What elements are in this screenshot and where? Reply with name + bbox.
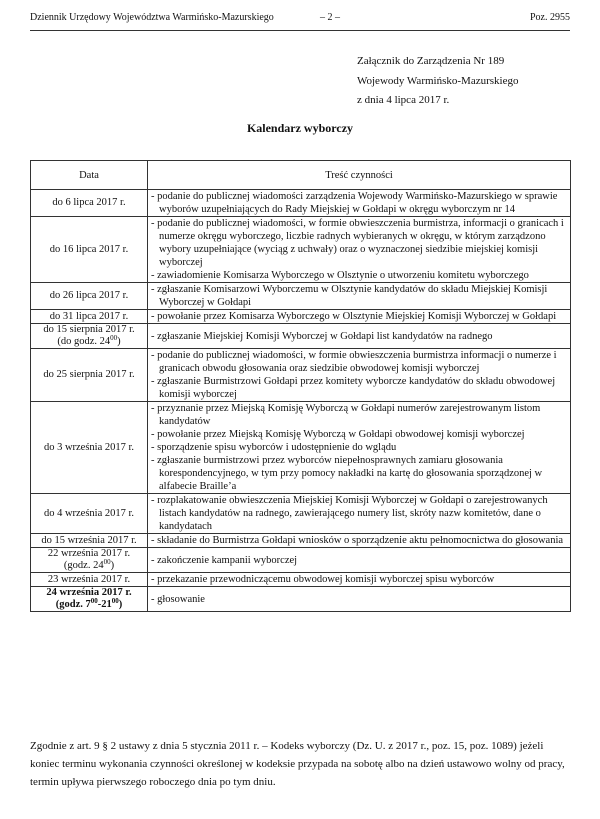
time-close: ) — [110, 560, 115, 571]
date-cell — [31, 587, 148, 612]
date-cell — [31, 402, 148, 494]
activity-item: - przekazanie przewodniczącemu obwodowej komisji wyborczej spisu wyborców — [151, 574, 495, 585]
activity-cell — [148, 494, 571, 534]
table-row — [31, 283, 571, 310]
date-cell — [31, 190, 148, 217]
activity-cell — [148, 548, 571, 573]
legal-footnote: Zgodnie z art. 9 § 2 ustawy z dnia 5 stycznia 2011 r. – Kodeks wyborczy (Dz. U. z 2017 r., poz. 15, poz. 1089) jeżeli koniec terminu wykonania czynności określonej w kodeksie przypada na sobotę albo na dzień ustawowo wolny od pracy, termin upływa pierwszego roboczego dnia po tym dniu. — [30, 740, 565, 788]
table-row — [31, 494, 571, 534]
date-text: do 15 sierpnia 2017 r. — [43, 324, 135, 335]
activity-item: - powołanie przez Miejską Komisję Wyborczą w Gołdapi obwodowej komisji wyborczej — [151, 429, 525, 440]
date-text: do 26 lipca 2017 r. — [49, 290, 129, 301]
activity-item: - zakończenie kampanii wyborczej — [151, 554, 298, 566]
time-minutes: 00 — [110, 334, 118, 342]
date-time-note — [34, 599, 144, 611]
table-row — [31, 573, 571, 587]
date-text: 24 września 2017 r. — [46, 587, 132, 598]
column-header-date: Data — [31, 161, 148, 190]
date-time-note — [34, 336, 144, 348]
activity-cell — [148, 324, 571, 349]
activity-item: - podanie do publicznej wiadomości zarządzenia Wojewody Warmińsko-Mazurskiego w sprawie wyborów uzupełniających do Rady Miejskiej w Gołdapi w okręgu wyborczym nr 14 — [151, 191, 558, 215]
date-text: do 15 września 2017 r. — [41, 534, 137, 546]
time-close: ) — [117, 336, 121, 347]
attachment-line: Załącznik do Zarządzenia Nr 189 — [357, 55, 505, 67]
activity-item: - zawiadomienie Komisarza Wyborczego w Olsztynie o utworzeniu komitetu wyborczego — [151, 270, 529, 281]
table-header-row — [31, 161, 571, 190]
position-number: Poz. 2955 — [530, 12, 570, 23]
table-row — [31, 587, 571, 612]
running-header — [30, 11, 570, 25]
table-row — [31, 402, 571, 494]
date-time-note — [34, 560, 144, 572]
activity-item: - rozplakatowanie obwieszczenia Miejskiej Komisji Wyborczej w Gołdapi o zarejestrowanych listach kandydatów na radnego, zawierającego numery list, skróty nazw komitetów, dane o kandydatach — [151, 495, 548, 532]
date-cell — [31, 324, 148, 349]
table-row — [31, 217, 571, 283]
activity-cell — [148, 534, 571, 548]
election-calendar-table — [30, 160, 571, 612]
activity-item: - głosowanie — [151, 593, 205, 605]
date-cell — [31, 283, 148, 310]
time-minutes: 00 — [90, 597, 98, 605]
activity-cell — [148, 402, 571, 494]
date-text: do 4 września 2017 r. — [43, 507, 135, 519]
column-header-content: Treść czynności — [148, 161, 571, 190]
time-close: ) — [118, 599, 123, 610]
activity-item: - sporządzenie spisu wyborców i udostępnienie do wglądu — [151, 442, 397, 453]
attachment-line: Wojewody Warmińsko-Mazurskiego — [357, 74, 519, 87]
date-cell — [31, 494, 148, 534]
activity-item: - podanie do publicznej wiadomości, w formie obwieszczenia burmistrza informacji o numerze i granicach obwodu głosowania oraz siedzibie obwodowej komisji wyborczej — [151, 350, 557, 374]
activity-cell — [148, 349, 571, 402]
time-minutes: 00 — [103, 558, 111, 566]
activity-cell — [148, 310, 571, 324]
date-text: 23 września 2017 r. — [47, 573, 131, 585]
time-range-end: -21 — [97, 599, 112, 610]
time-prefix: (godz. 7 — [55, 599, 91, 610]
activity-item: - zgłaszanie Komisarzowi Wyborczemu w Olsztynie kandydatów do składu Miejskiej Komisji Wyborczej w Gołdapi — [151, 284, 548, 308]
date-text: do 3 września 2017 r. — [43, 441, 135, 453]
activity-cell — [148, 283, 571, 310]
activity-item: - powołanie przez Komisarza Wyborczego w Olsztynie Miejskiej Komisji Wyborczej w Gołdapi — [151, 311, 557, 322]
activity-item: - przyznanie przez Miejską Komisję Wyborczą w Gołdapi numerów zarejestrowanym listom kandydatów — [151, 403, 541, 427]
date-cell — [31, 349, 148, 402]
journal-name: Dziennik Urzędowy Województwa Warmińsko-Mazurskiego — [30, 12, 274, 23]
attachment-line: z dnia 4 lipca 2017 r. — [357, 94, 450, 106]
activity-item: - zgłaszanie Miejskiej Komisji Wyborczej w Gołdapi list kandydatów na radnego — [151, 330, 493, 342]
activity-cell — [148, 587, 571, 612]
header-rule — [30, 30, 570, 31]
table-body — [31, 190, 571, 612]
activity-cell — [148, 217, 571, 283]
table-row — [31, 548, 571, 573]
date-text: do 16 lipca 2017 r. — [49, 243, 129, 255]
activity-cell — [148, 190, 571, 217]
page-number: – 2 – — [320, 12, 340, 23]
table-row — [31, 534, 571, 548]
date-cell — [31, 548, 148, 573]
time-prefix: (do godz. 24 — [57, 336, 111, 347]
date-cell — [31, 573, 148, 587]
table-row — [31, 324, 571, 349]
time-prefix: (godz. 24 — [63, 560, 104, 571]
document-title: Kalendarz wyborczy — [246, 121, 354, 135]
date-text: 22 września 2017 r. — [47, 548, 131, 559]
date-text: do 25 sierpnia 2017 r. — [43, 369, 135, 380]
activity-item: - zgłaszanie burmistrzowi przez wyborców niepełnosprawnych zamiaru głosowania korespondencyjnego, w tym przy pomocy nakładki na kartę do głosowania sporządzonej w alfabecie Braille’a — [151, 455, 543, 492]
activity-item: - podanie do publicznej wiadomości, w formie obwieszczenia burmistrza, informacji o granicach i numerze okręgu wyborczego, liczbie radnych wybieranych w okręgu, w którym zarządzono wybory uzupełniające (wyciąg z uchwały) oraz o wyznaczonej siedzibie miejskiej komisji wyborczej — [151, 218, 564, 268]
activity-item: - składanie do Burmistrza Gołdapi wniosków o sporządzenie aktu pełnomocnictwa do głosowania — [151, 535, 564, 546]
time-minutes: 00 — [111, 597, 119, 605]
date-cell — [31, 310, 148, 324]
date-text: do 31 lipca 2017 r. — [49, 310, 129, 322]
date-text: do 6 lipca 2017 r. — [52, 197, 126, 208]
table-row — [31, 190, 571, 217]
date-cell — [31, 534, 148, 548]
attachment-note — [357, 52, 518, 111]
table-row — [31, 310, 571, 324]
date-cell — [31, 217, 148, 283]
activity-item: - zgłaszanie Burmistrzowi Gołdapi przez komitety wyborcze kandydatów do składu obwodowej komisji wyborczej — [151, 376, 556, 400]
activity-cell — [148, 573, 571, 587]
table-row — [31, 349, 571, 402]
